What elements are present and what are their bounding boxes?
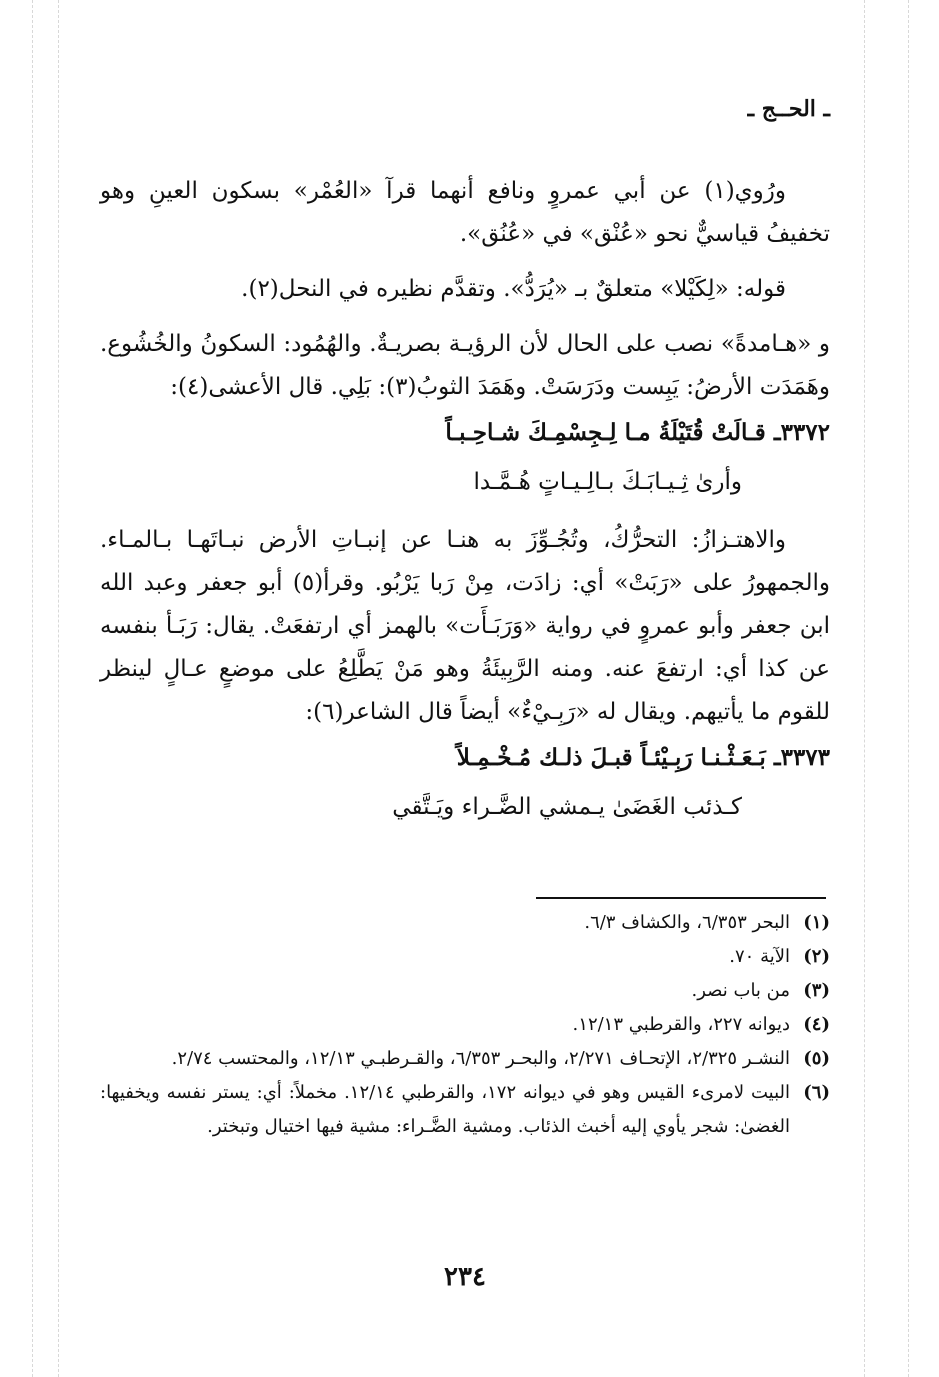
verse-second-hemistich: وأرىٰ ثِـيـابَـكَ بـالِـيـاتٍ هُـمَّـدا [473, 469, 742, 495]
page-guide-line [58, 0, 59, 1377]
footnote-text: البحر ٦/٣٥٣، والكشاف ٦/٣. [584, 912, 790, 933]
footnote-mark: (٦) [803, 1082, 830, 1103]
footnote-text: النشـر ٢/٣٢٥، الإتحـاف ٢/٢٧١، والبحـر ٦/٣٥٣، والقـرطبـي ١٢/١٣، والمحتسب ٢/٧٤. [171, 1048, 790, 1069]
main-text [100, 170, 830, 832]
footnote [100, 906, 830, 940]
footnote-mark: (٤) [803, 1014, 830, 1035]
footnote [100, 1076, 830, 1144]
paragraph-2: قوله: «لِكَيْلا» متعلقٌ بـ «يُرَدُّ». وتقدَّم نظيره في النحل(٢). [241, 276, 786, 302]
paragraph-1: ورُوي(١) عن أبي عمروٍ ونافع أنهما قرآ «العُمْر» بسكون العينِ وهو تخفيفُ قياسيٌّ نحو «عُنْق» في «عُنُق». [100, 178, 830, 247]
footnote-mark: (٢) [803, 946, 830, 967]
verse-number: ٣٣٧٣ـ [773, 744, 830, 771]
verse-line: قـالَتْ قُتَيْلَةُ مـا لِـجِسْمِـكَ شـاحِـبـاً [445, 419, 766, 446]
page-guide-line [908, 0, 909, 1377]
footnote-mark: (٥) [803, 1048, 830, 1069]
paragraph-4: والاهتـزازُ: التحرُّكُ، وتُجُـوِّزَ به هنـا عن إنبـاتِ الأرض نبـاتَهـا بـالمـاء. والجمهورُ على «رَبَتْ» أي: زادَت، مِنْ رَبا يَرْبُو. وقرأ(٥) أبو جعفر وعبد الله ابن جعفر وأبو عمروٍ في رواية «وَرَبَـأَت» بالهمز أي ارتفعَتْ. يقال: رَبَـأ بنفسه عن كذا أي: ارتفعَ عنه. ومنه الرَّبِيئَةُ وهو مَنْ يَطَّلِعُ على موضعٍ عـالٍ لينظر للقوم ما يأتيهم. ويقال له «رَبِـيْءٌ» أيضاً قال الشاعر(٦): [100, 527, 830, 725]
page-number: ٢٣٤ [444, 1262, 486, 1292]
footnotes [100, 906, 830, 1144]
footnote-text: البيت لامرىء القيس وهو في ديوانه ١٧٢، والقرطبي ١٢/١٤. مخملاً: أي: يستر نفسه ويخفيها: الغضىٰ: شجر يأوي إليه أخبث الذئاب. ومشية الضَّـراء: مشية فيها اختيال وتبختر. [100, 1082, 791, 1137]
verse-block-1 [100, 409, 830, 507]
footnote-text: من باب نصر. [691, 980, 790, 1001]
footnote [100, 974, 830, 1008]
page-guide-line [32, 0, 33, 1377]
footnote-text: الآية ٧٠. [729, 946, 790, 967]
verse-second-hemistich: كـذئب الغَضَىٰ يـمشي الضَّـراء ويَـتَّقي [392, 794, 742, 820]
footnote [100, 940, 830, 974]
footnote-divider [536, 897, 826, 899]
footnote-mark: (٣) [803, 980, 830, 1001]
footnote [100, 1008, 830, 1042]
verse-line: بَـعَـثْـنـا رَبِـيْئـاً قبـلَ ذلـك مُـخْـمِـلاً [456, 744, 766, 771]
footnote [100, 1042, 830, 1076]
running-head: ـ الحــج ـ [747, 96, 830, 122]
footnote-mark: (١) [803, 912, 830, 933]
verse-first-hemistich [100, 409, 830, 457]
paragraph-3: و «هـامدةً» نصب على الحال لأن الرؤيـة بصريـةٌ. والهُمُود: السكونُ والخُشُوع. وهَمَدَت الأرضُ: يَبِست ودَرَسَتْ. وهَمَدَ الثوبُ(٣): بَلِي. قال الأعشى(٤): [100, 331, 830, 400]
verse-first-hemistich [100, 734, 830, 782]
page-guide-line [864, 0, 865, 1377]
verse-block-2 [100, 734, 830, 832]
verse-number: ٣٣٧٢ـ [773, 419, 830, 446]
book-page [100, 0, 830, 1377]
footnote-text: ديوانه ٢٢٧، والقرطبي ١٢/١٣. [572, 1014, 790, 1035]
